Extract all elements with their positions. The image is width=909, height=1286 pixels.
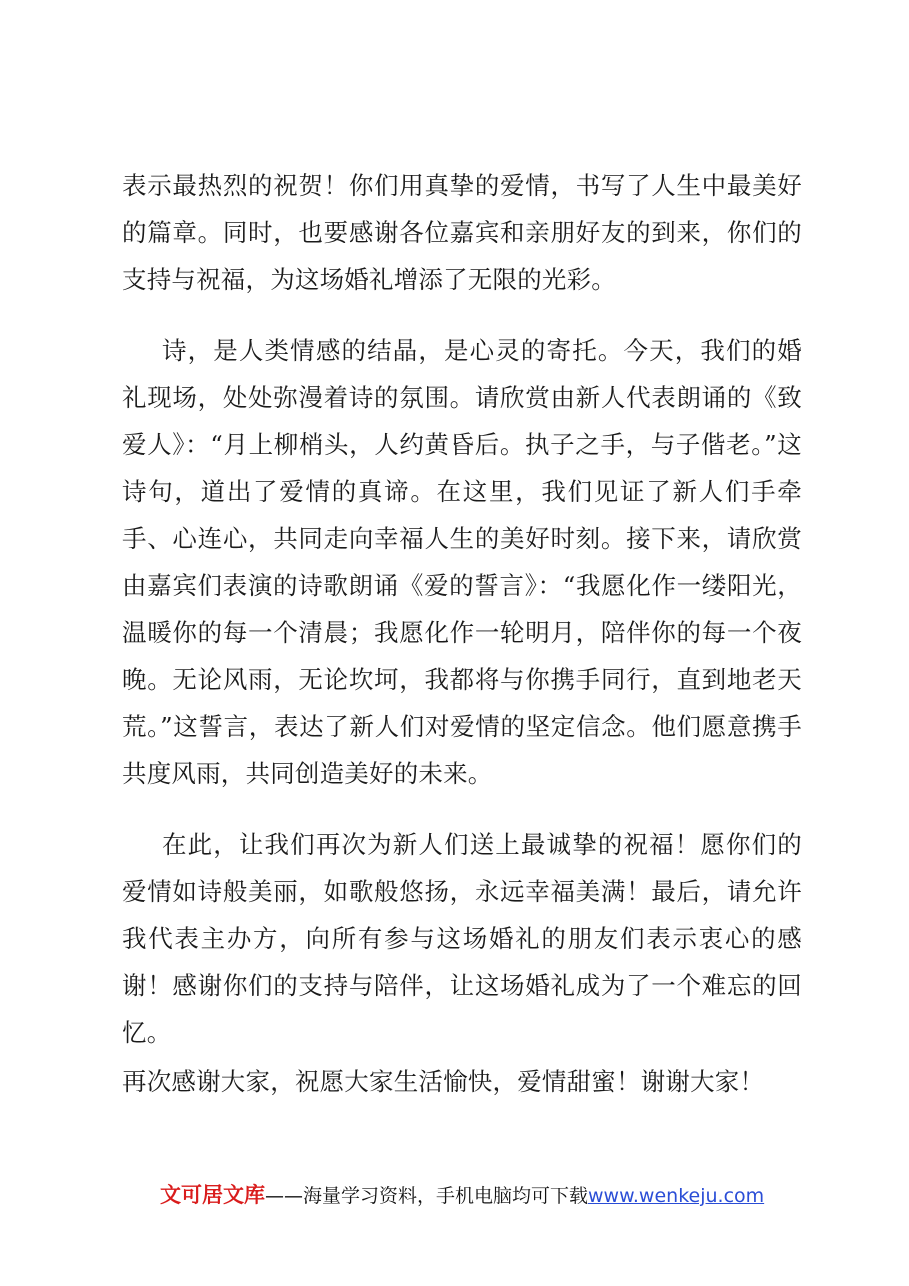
- footer-banner: [160, 1180, 800, 1211]
- footer-slogan: ——海量学习资料，手机电脑均可下载: [265, 1185, 589, 1207]
- paragraph-1: 表示最热烈的祝贺！你们用真挚的爱情，书写了人生中最美好的篇章。同时，也要感谢各位嘉宾和亲朋好友的到来，你们的支持与祝福，为这场婚礼增添了无限的光彩。: [122, 171, 802, 294]
- document-body: [122, 162, 802, 1105]
- paragraph-3: 在此，让我们再次为新人们送上最诚挚的祝福！愿你们的爱情如诗般美丽，如歌般悠扬，永远幸福美满！最后，请允许我代表主办方，向所有参与这场婚礼的朋友们表示衷心的感谢！感谢你们的支持与陪伴，让这场婚礼成为了一个难忘的回忆。: [122, 830, 802, 1047]
- footer-link[interactable]: www.wenkeju.com: [588, 1185, 765, 1207]
- paragraph-2: 诗，是人类情感的结晶，是心灵的寄托。今天，我们的婚礼现场，处处弥漫着诗的氛围。请欣赏由新人代表朗诵的《致爱人》：“月上柳梢头，人约黄昏后。执子之手，与子偕老。”这诗句，道出了爱情的真谛。在这里，我们见证了新人们手牵手、心连心，共同走向幸福人生的美好时刻。接下来，请欣赏由嘉宾们表演的诗歌朗诵《爱的誓言》：“我愿化作一缕阳光，温暖你的每一个清晨；我愿化作一轮明月，陪伴你的每一个夜晚。无论风雨，无论坎坷，我都将与你携手同行，直到地老天荒。”这誓言，表达了新人们对爱情的坚定信念。他们愿意携手共度风雨，共同创造美好的未来。: [122, 336, 802, 788]
- footer-brand: 文可居文库: [160, 1183, 265, 1207]
- paragraph-4: 再次感谢大家，祝愿大家生活愉快，爱情甜蜜！谢谢大家！: [122, 1067, 765, 1096]
